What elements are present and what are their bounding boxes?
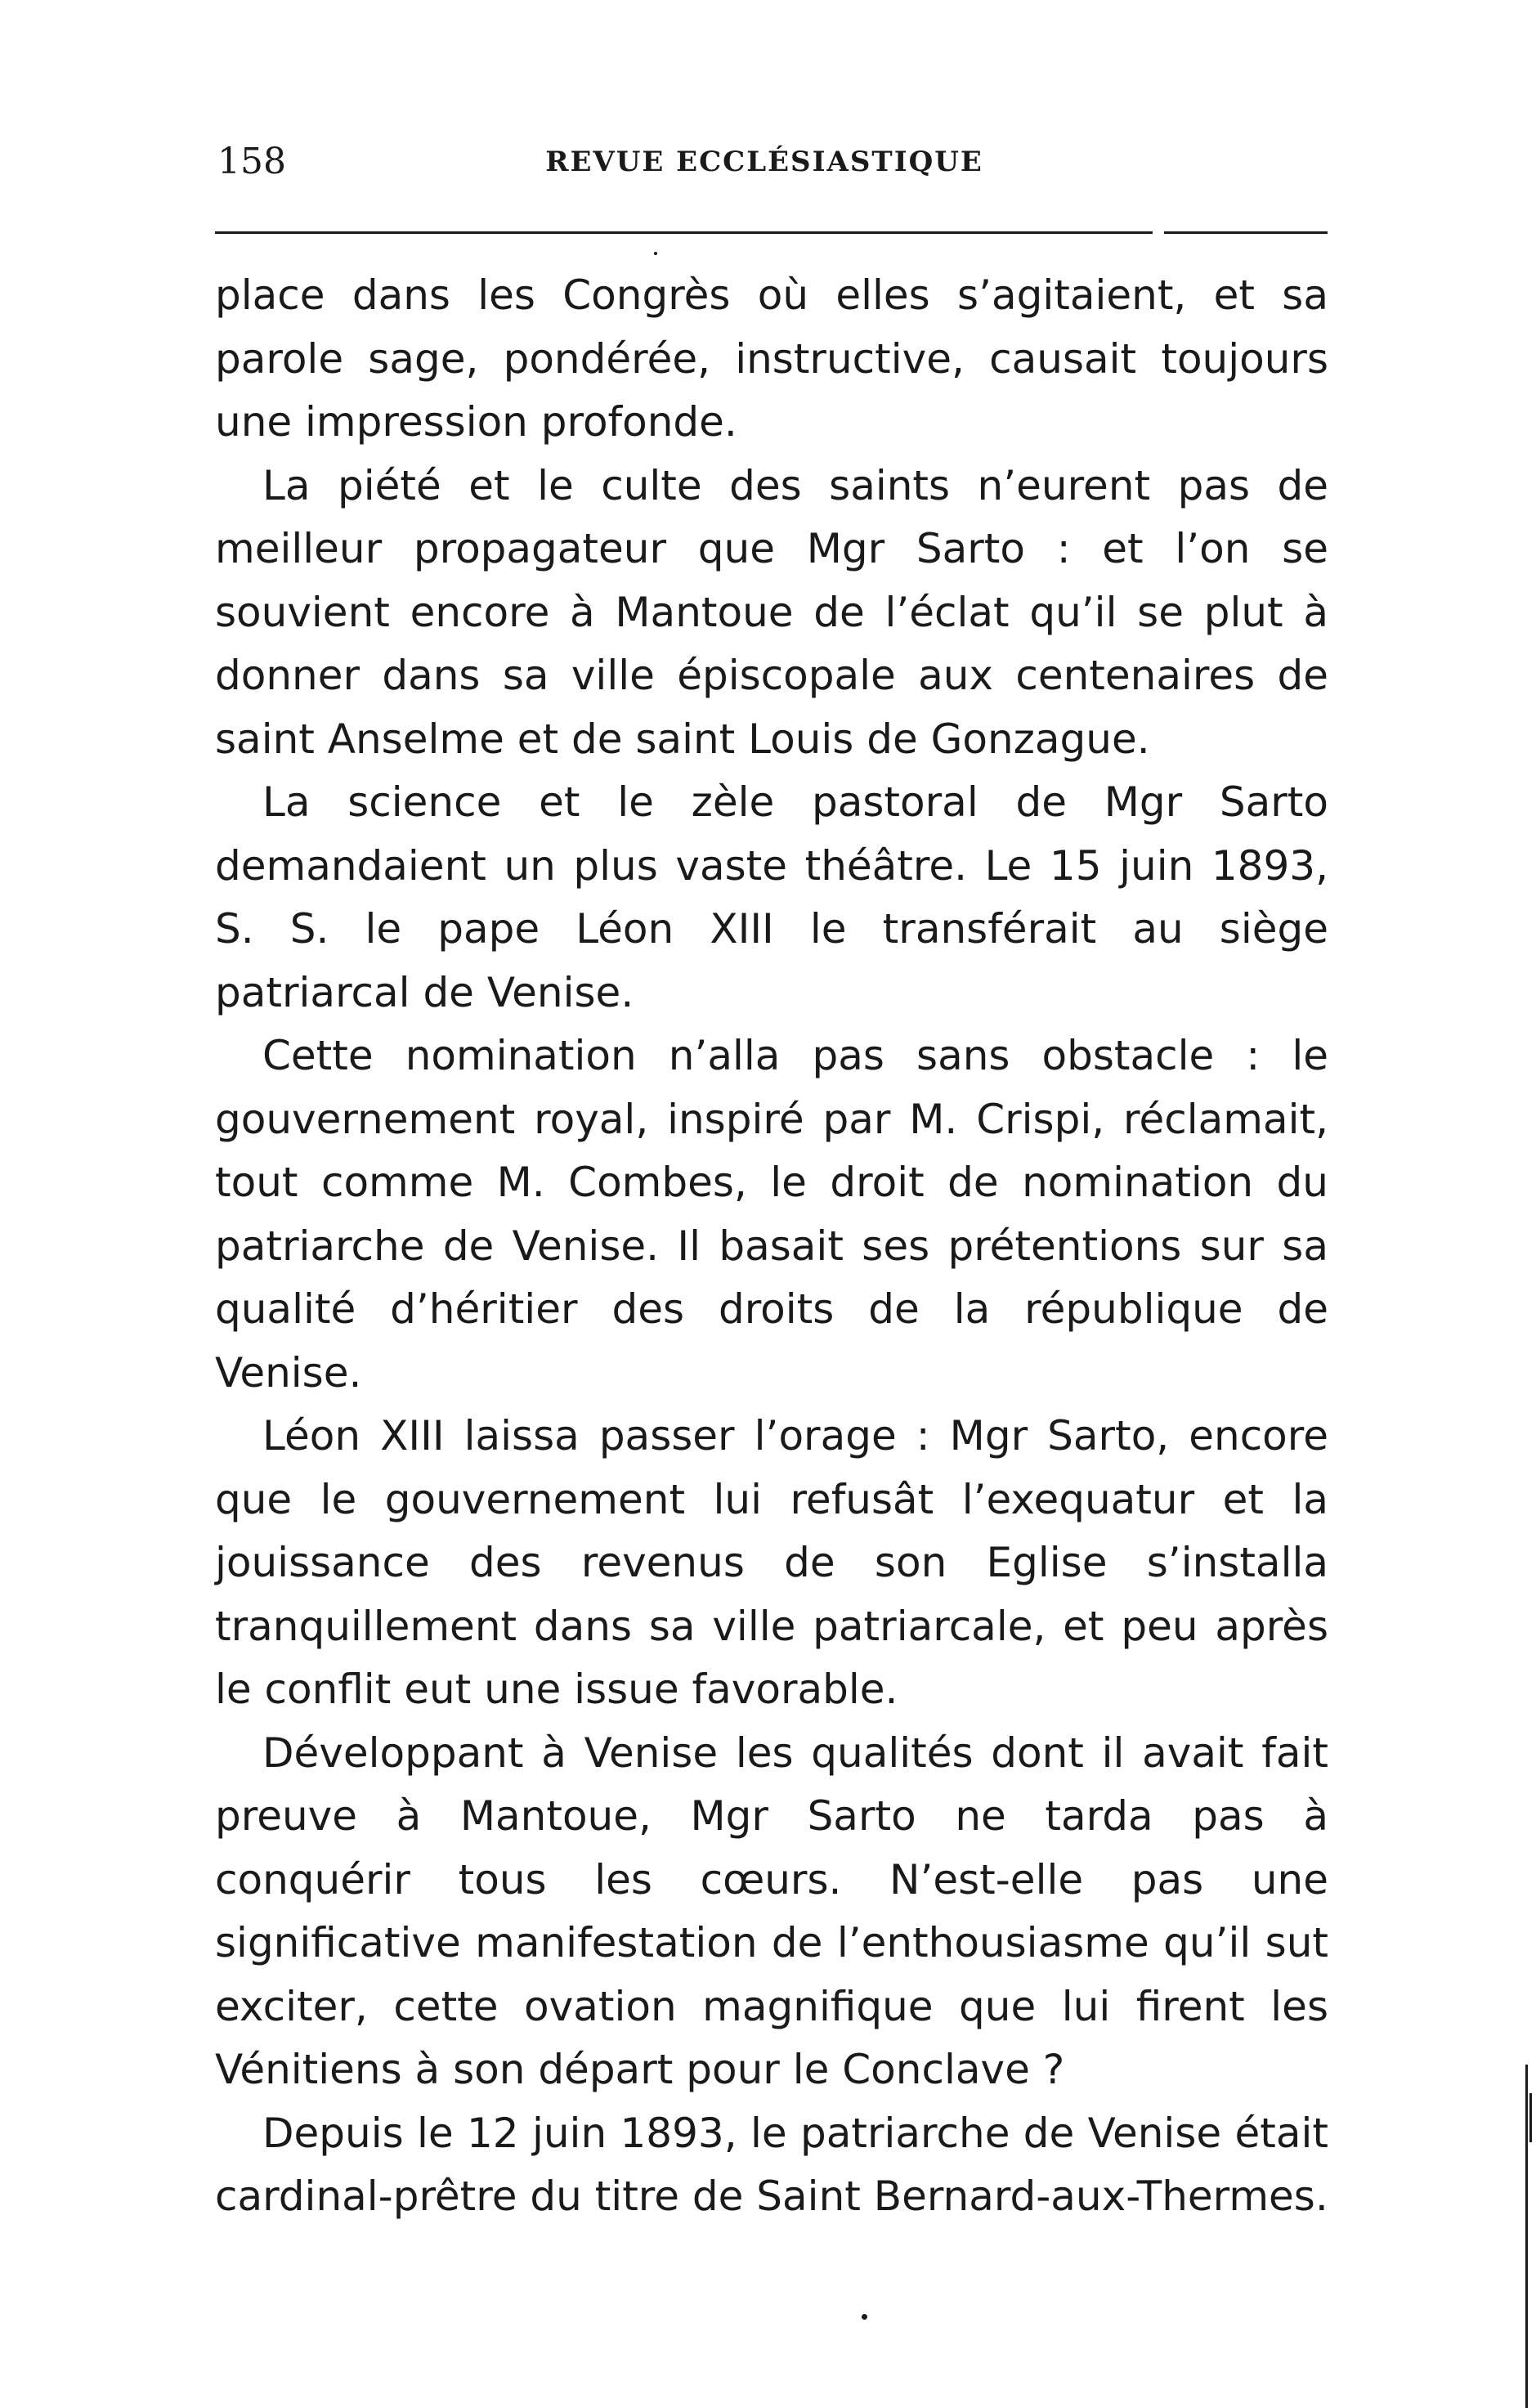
page-edge-line (1525, 2065, 1528, 2408)
body-text (215, 264, 1328, 2229)
journal-title: REVUE ECCLÉSIASTIQUE (545, 146, 983, 178)
paragraph: La piété et le culte des saints n’eurent pas de meilleur propagateur que Mgr Sarto : et l’on se souvient encore à Mantoue de l’éclat qu’il se plut à donner dans sa ville épiscopale aux centenaires de saint Anselme et de saint Louis de Gonzague. (215, 461, 1328, 763)
paragraph: place dans les Congrès où elles s’agitaient, et sa parole sage, pondérée, instructive, causait toujours une impression profonde. (215, 271, 1328, 446)
page-edge-line (1529, 2093, 1532, 2142)
header-rule-left (215, 231, 1153, 234)
speck-mark (862, 2314, 867, 2320)
paragraph: Développant à Venise les qualités dont il avait fait preuve à Mantoue, Mgr Sarto ne tarda pas à conquérir tous les cœurs. N’est-elle pas une significative manifestation de l’enthousiasme qu’il sut exciter, cette ovation magnifique que lui firent les Vénitiens à son départ pour le Conclave ? (215, 1729, 1328, 2093)
speck-mark (654, 252, 657, 255)
paragraph: Cette nomination n’alla pas sans obstacle : le gouvernement royal, inspiré par M. Crispi, réclamait, tout comme M. Combes, le droit de nomination du patriarche de Venise. Il basait ses prétentions sur sa qualité d’héritier des droits de la république de Venise. (215, 1032, 1328, 1397)
paragraph: Léon XIII laissa passer l’orage : Mgr Sarto, encore que le gouvernement lui refusât l’exequatur et la jouissance des revenus de son Eglise s’installa tranquillement dans sa ville patriarcale, et peu après le conflit eut une issue favorable. (215, 1412, 1328, 1713)
paragraph: La science et le zèle pastoral de Mgr Sarto demandaient un plus vaste théâtre. Le 15 juin 1893, S. S. le pape Léon XIII le transférait au siège patriarcal de Venise. (215, 778, 1328, 1016)
header-rule-right (1164, 231, 1328, 234)
running-head (204, 137, 1324, 186)
paragraph: Depuis le 12 juin 1893, le patriarche de Venise était cardinal-prêtre du titre de Saint Bernard-aux-Thermes. (215, 2109, 1328, 2220)
page-number: 158 (217, 141, 286, 182)
